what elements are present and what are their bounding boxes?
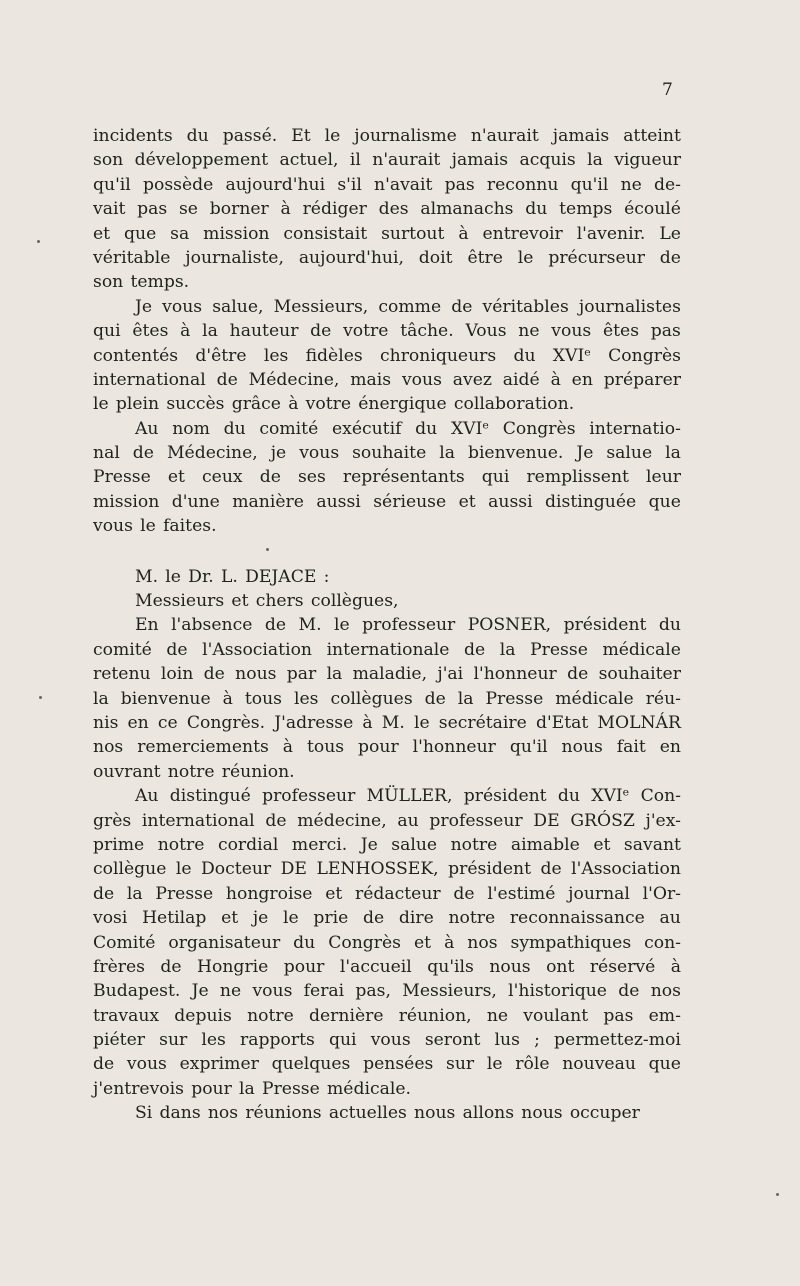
text-line: international de Médecine, mais vous avez aidé à en préparer xyxy=(93,369,681,390)
speck-mark xyxy=(39,696,42,699)
text-line: Comité organisateur du Congrès et à nos sympathiques con- xyxy=(93,932,681,953)
text-line: de la Presse hongroise et rédacteur de l'estimé journal l'Or- xyxy=(93,883,681,904)
paragraph xyxy=(93,417,681,539)
text-line: contentés d'être les fidèles chroniqueurs du XVIᵉ Congrès xyxy=(93,345,681,366)
text-line: Budapest. Je ne vous ferai pas, Messieurs, l'historique de nos xyxy=(93,981,681,1002)
text-line: Si dans nos réunions actuelles nous allons nous occuper xyxy=(135,1103,640,1124)
body-text xyxy=(93,124,681,1126)
text-line: Messieurs et chers collègues, xyxy=(135,591,399,612)
text-line: de vous exprimer quelques pensées sur le rôle nouveau que xyxy=(93,1054,681,1075)
paragraph xyxy=(93,295,681,417)
speck-mark xyxy=(776,1193,779,1196)
text-line: la bienvenue à tous les collègues de la Presse médicale réu- xyxy=(93,688,681,709)
text-line: travaux depuis notre dernière réunion, ne voulant pas em- xyxy=(93,1005,681,1026)
text-line: véritable journaliste, aujourd'hui, doit être le précurseur de xyxy=(93,247,681,268)
text-line: son développement actuel, il n'aurait jamais acquis la vigueur xyxy=(93,150,681,171)
text-line: prime notre cordial merci. Je salue notre aimable et savant xyxy=(93,834,681,855)
speck-mark xyxy=(37,240,40,243)
text-line: Je vous salue, Messieurs, comme de véritables journalistes xyxy=(135,296,681,317)
paragraph xyxy=(93,784,681,1101)
text-line: M. le Dr. L. DEJACE : xyxy=(135,566,330,587)
text-line: Au distingué professeur MÜLLER, président du XVIᵉ Con- xyxy=(135,786,681,807)
paragraph xyxy=(93,589,681,613)
text-line: grès international de médecine, au professeur DE GRÓSZ j'ex- xyxy=(93,810,681,831)
text-line: nal de Médecine, je vous souhaite la bienvenue. Je salue la xyxy=(93,443,681,464)
text-line: qui êtes à la hauteur de votre tâche. Vous ne vous êtes pas xyxy=(93,321,681,342)
text-line: vous le faites. xyxy=(93,516,217,537)
text-line: son temps. xyxy=(93,272,190,293)
paragraph xyxy=(93,1101,681,1125)
text-line: retenu loin de nous par la maladie, j'ai l'honneur de souhaiter xyxy=(93,664,681,685)
text-line: qu'il possède aujourd'hui s'il n'avait pas reconnu qu'il ne de- xyxy=(93,174,681,195)
text-line: le plein succès grâce à votre énergique collaboration. xyxy=(93,394,575,415)
text-line: vosi Hetilap et je le prie de dire notre reconnaissance au xyxy=(93,908,681,929)
text-line: mission d'une manière aussi sérieuse et aussi distinguée que xyxy=(93,491,681,512)
text-line: nos remerciements à tous pour l'honneur qu'il nous fait en xyxy=(93,737,681,758)
text-line: nis en ce Congrès. J'adresse à M. le secrétaire d'Etat MOLNÁR xyxy=(93,712,681,733)
text-line: et que sa mission consistait surtout à entrevoir l'avenir. Le xyxy=(93,223,681,244)
paragraph xyxy=(93,613,681,784)
text-line: j'entrevois pour la Presse médicale. xyxy=(93,1078,411,1099)
text-line: ouvrant notre réunion. xyxy=(93,761,295,782)
text-line: En l'absence de M. le professeur POSNER, président du xyxy=(135,615,681,636)
text-line: comité de l'Association internationale de la Presse médicale xyxy=(93,639,681,660)
text-line: collègue le Docteur DE LENHOSSEK, président de l'Association xyxy=(93,859,681,880)
text-line: frères de Hongrie pour l'accueil qu'ils nous ont réservé à xyxy=(93,956,681,977)
paragraph xyxy=(93,124,681,295)
text-line: vait pas se borner à rédiger des almanachs du temps écoulé xyxy=(93,199,681,220)
paragraph-gap xyxy=(93,539,681,565)
page-number: 7 xyxy=(662,80,673,100)
text-line: Au nom du comité exécutif du XVIᵉ Congrès internatio- xyxy=(135,418,681,439)
text-line: incidents du passé. Et le journalisme n'aurait jamais atteint xyxy=(93,126,681,146)
speck-mark xyxy=(266,548,269,551)
paragraph xyxy=(93,565,681,589)
text-line: piéter sur les rapports qui vous seront lus ; permettez-moi xyxy=(93,1030,681,1051)
text-line: Presse et ceux de ses représentants qui remplissent leur xyxy=(93,467,681,488)
